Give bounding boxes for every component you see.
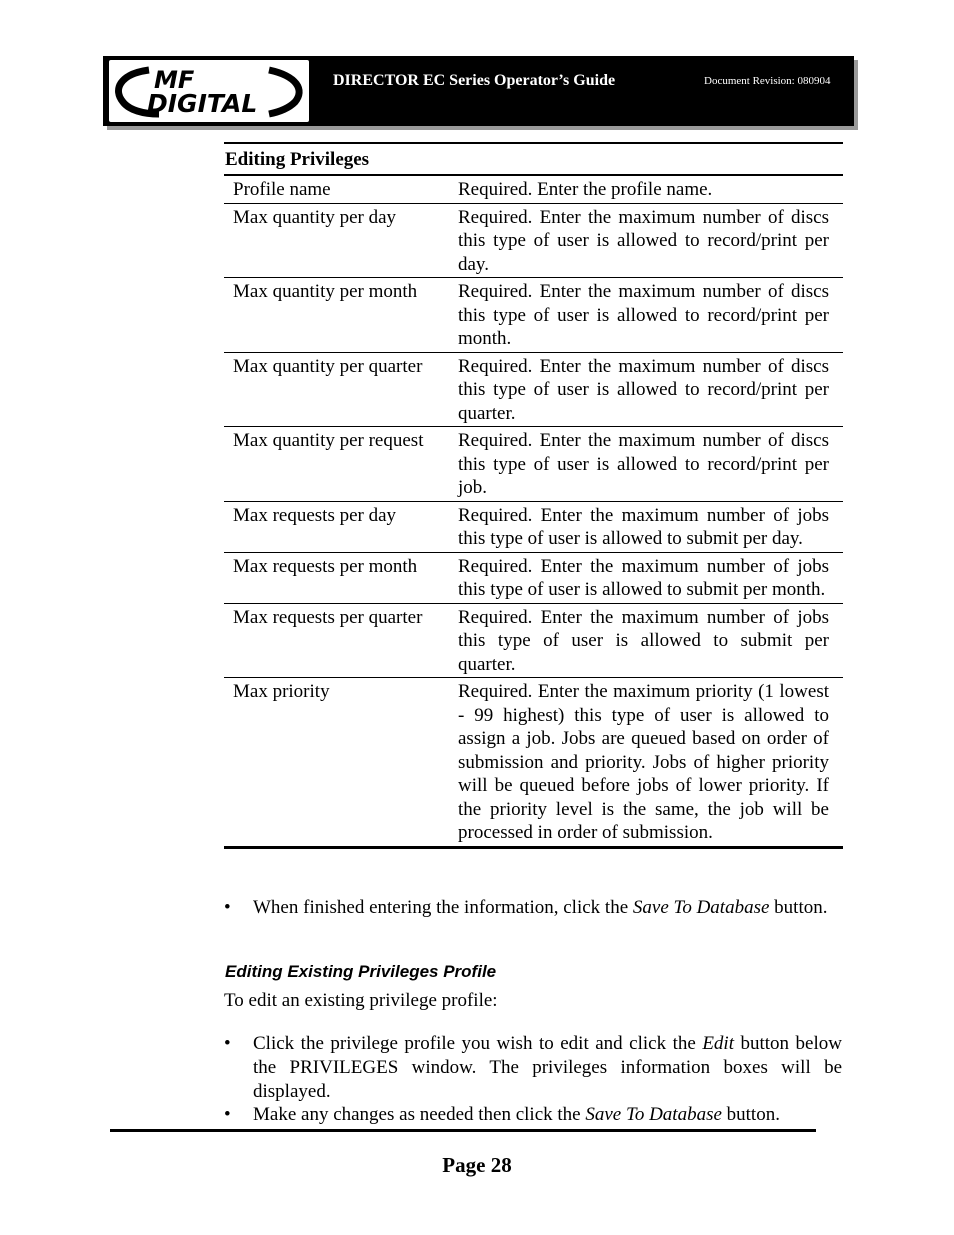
table-row [224, 427, 843, 502]
intro-text: To edit an existing privilege profile: [224, 990, 498, 1011]
bullet-icon: • [224, 897, 231, 918]
document-revision: Document Revision: 080904 [704, 75, 831, 87]
field-description: Required. Enter the maximum number of discs this type of user is allowed to record/print per month. [458, 281, 829, 349]
field-name: Max requests per quarter [233, 606, 423, 628]
field-description: Required. Enter the profile name. [458, 179, 713, 200]
edit-button-ref: Edit [702, 1033, 734, 1054]
table-row [224, 176, 843, 204]
field-name: Max quantity per month [233, 281, 418, 302]
bullet-icon: • [224, 1033, 231, 1054]
step-item: • Make any changes as needed then click the Save To Database button. [224, 1104, 780, 1126]
privileges-table [224, 176, 843, 849]
field-description: Required. Enter the maximum number of discs this type of user is allowed to record/print per quarter. [458, 355, 829, 424]
table-top-rule [224, 142, 843, 144]
table-row [224, 204, 843, 279]
mf-digital-logo [109, 60, 309, 122]
table-row [224, 604, 843, 679]
document-title: DIRECTOR EC Series Operator’s Guide [333, 72, 616, 89]
table-title: Editing Privileges [225, 149, 370, 170]
finish-instruction: • When finished entering the information, click the Save To Database button. [224, 897, 828, 918]
field-name: Max quantity per day [233, 206, 397, 228]
page-number: Page 28 [442, 1153, 512, 1177]
field-description: Required. Enter the maximum number of discs this type of user is allowed to record/print per day. [458, 206, 829, 275]
step-item: • Click the privilege profile you wish to edit and click the Edit button below the PRIVILEGES window. The privileges information boxes will be displayed. [224, 1033, 842, 1102]
field-description: Required. Enter the maximum priority (1 lowest - 99 highest) this type of user is allowed to assign a job. Jobs are queued based on order of submission and priority. Jobs of higher priority will be queued before jobs of lower priority. If the priority level is the same, the job will be processed in order of submission. [458, 681, 829, 843]
table-row [224, 502, 843, 553]
field-description: Required. Enter the maximum number of jobs this type of user is allowed to submit per month. [458, 555, 829, 600]
bullet-icon: • [224, 1104, 231, 1126]
svg-text:DIGITAL: DIGITAL [147, 89, 258, 118]
footer-rule [110, 1129, 816, 1132]
field-description: Required. Enter the maximum number of discs this type of user is allowed to record/print per job. [458, 430, 829, 498]
table-row [224, 678, 843, 849]
field-name: Profile name [233, 179, 331, 200]
field-name: Max quantity per request [233, 430, 424, 451]
field-description: Required. Enter the maximum number of jobs this type of user is allowed to submit per quarter. [458, 606, 829, 675]
table-row [224, 278, 843, 353]
document-header [103, 56, 854, 126]
save-to-database-ref: Save To Database [632, 897, 770, 918]
save-to-database-ref: Save To Database [585, 1104, 722, 1126]
edit-steps [224, 1032, 842, 1127]
field-name: Max priority [233, 681, 330, 702]
svg-text:MF: MF [154, 66, 195, 94]
table-row [224, 353, 843, 428]
section-heading: Editing Existing Privileges Profile [225, 962, 497, 981]
field-name: Max requests per day [233, 504, 397, 526]
table-row [224, 553, 843, 604]
field-description: Required. Enter the maximum number of jobs this type of user is allowed to submit per day. [458, 504, 829, 549]
field-name: Max quantity per quarter [233, 355, 423, 377]
field-name: Max requests per month [233, 555, 418, 577]
